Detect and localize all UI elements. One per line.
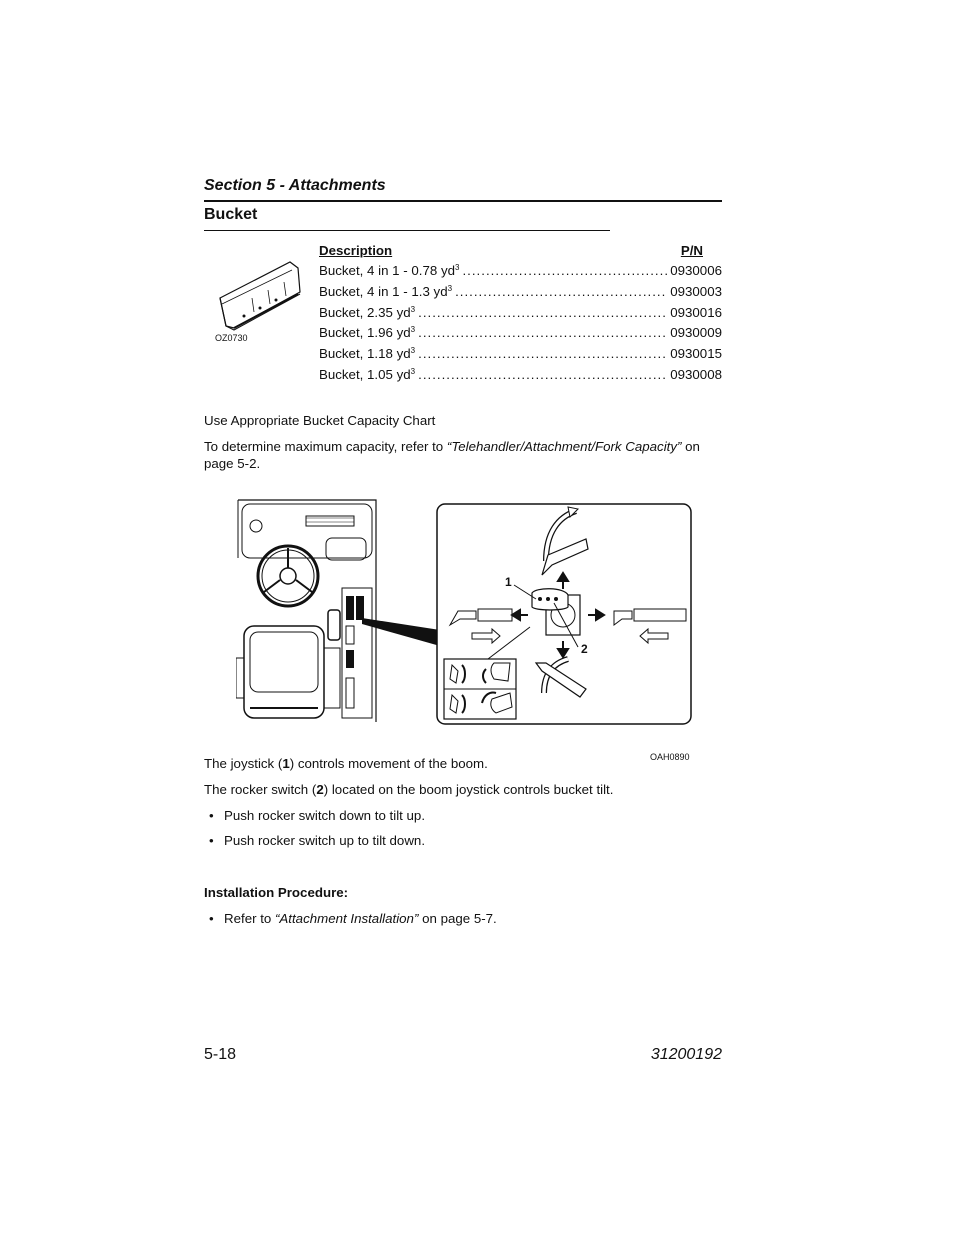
document-number: 31200192	[650, 1046, 722, 1063]
joystick-callout-ref: 1	[282, 756, 290, 771]
part-description: Bucket, 1.96 $yd^3$	[319, 325, 416, 341]
part-description: Bucket, 1.05 $yd^3$	[319, 366, 416, 382]
rocker-callout-ref: 2	[316, 782, 324, 797]
bullet-icon: •	[209, 808, 214, 823]
capacity-note: Use Appropriate Bucket Capacity Chart	[204, 413, 436, 428]
joystick-paragraph: The joystick (1) controls movement of the boom.	[204, 756, 488, 771]
dot-leader	[462, 263, 667, 278]
unit-exponent: 3	[410, 304, 416, 314]
unit-exponent: 3	[447, 283, 453, 293]
table-row	[319, 367, 722, 388]
list-item: • Push rocker switch up to tilt down.	[209, 833, 426, 848]
part-number: 0930008	[670, 366, 722, 382]
dot-leader	[418, 305, 667, 320]
description-column-header: Description	[319, 243, 393, 258]
callout-leader-band	[362, 612, 442, 648]
rocker-switch-paragraph: The rocker switch (2) located on the boom joystick controls bucket tilt.	[204, 782, 614, 797]
pn-column-header: P/N	[680, 243, 703, 258]
part-number: 0930015	[670, 346, 722, 362]
unit-exponent: 3	[410, 346, 416, 356]
part-number: 0930003	[670, 283, 722, 299]
dot-leader	[418, 367, 667, 382]
page-heading: Bucket	[204, 206, 258, 223]
part-number: 0930009	[670, 325, 722, 341]
bullet-icon: •	[209, 911, 214, 926]
part-description: Bucket, 4 in 1 - 0.78 $yd^3$	[319, 263, 460, 278]
cab-drawing	[236, 498, 381, 724]
callout-rocker-switch: 2	[581, 642, 588, 656]
part-number: 0930006	[670, 263, 722, 278]
callout-joystick: 1	[505, 575, 512, 589]
page-number: 5-18	[204, 1046, 237, 1063]
dot-leader	[418, 346, 667, 361]
parts-table-header	[319, 243, 722, 263]
header-rule	[204, 200, 722, 202]
part-description: Bucket, 4 in 1 - 1.3 $yd^3$	[319, 283, 453, 299]
dot-leader	[455, 284, 667, 299]
unit-exponent: 3	[410, 366, 416, 376]
table-row	[319, 325, 722, 346]
section-title: Section 5 - Attachments	[204, 177, 386, 194]
table-row	[319, 305, 722, 326]
unit-exponent: 3	[410, 325, 416, 335]
table-row	[319, 346, 722, 367]
bullet-icon: •	[209, 833, 214, 848]
cab-illustration	[236, 498, 381, 724]
table-row	[319, 284, 722, 305]
heading-rule	[204, 230, 610, 231]
list-item: • Push rocker switch down to tilt up.	[209, 808, 426, 823]
installation-heading: Installation Procedure:	[204, 885, 349, 900]
capacity-reference-link: “Telehandler/Attachment/Fork Capacity”	[446, 439, 682, 454]
part-description: Bucket, 1.18 $yd^3$	[319, 346, 416, 362]
part-number: 0930016	[670, 304, 722, 320]
part-description: Bucket, 2.35 $yd^3$	[319, 304, 416, 320]
joystick-figure-code: OAH0890	[650, 752, 690, 762]
table-row	[319, 263, 722, 284]
installation-reference-link: “Attachment Installation”	[275, 911, 419, 926]
bucket-figure-code: OZ0730	[215, 333, 248, 343]
parts-table	[319, 243, 722, 388]
capacity-reference-paragraph: To determine maximum capacity, refer to “Telehandler/Attachment/Fork Capacity” on page 5-2.	[204, 439, 700, 471]
joystick-drawing	[436, 503, 692, 725]
unit-exponent: 3	[455, 263, 460, 272]
dot-leader	[418, 325, 667, 340]
list-item: • Refer to “Attachment Installation” on page 5-7.	[209, 911, 497, 926]
joystick-illustration	[436, 503, 692, 725]
